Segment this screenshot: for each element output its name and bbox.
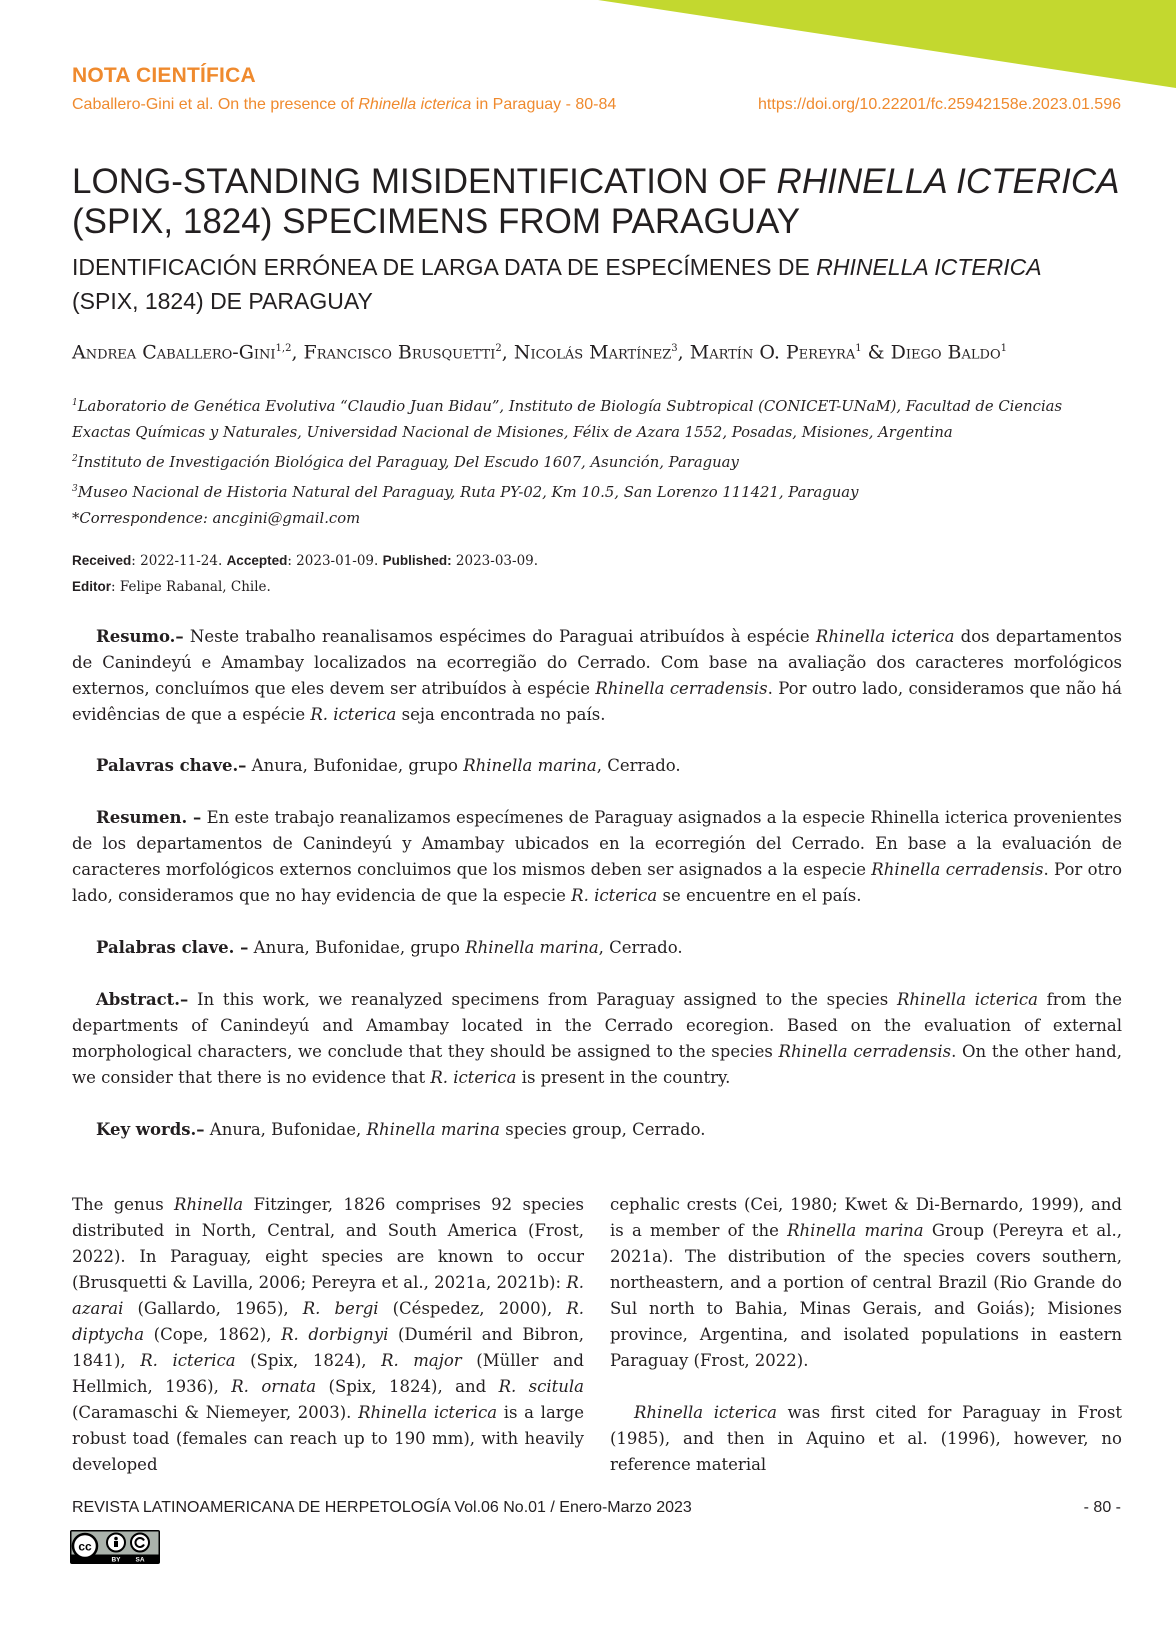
author-separator: , <box>291 341 304 364</box>
author-separator: & <box>861 341 891 364</box>
affiliation-text: Museo Nacional de Historia Natural del Paraguay, Ruta PY-02, Km 10.5, San Lorenzo 111421, Paraguay <box>77 483 859 501</box>
abstract-label: Abstract.– <box>96 990 189 1009</box>
body-paragraph <box>610 1400 1122 1478</box>
title-es-text-end: (SPIX, 1824) DE PARAGUAY <box>72 288 373 314</box>
title-es-text: IDENTIFICACIÓN ERRÓNEA DE LARGA DATA DE ESPECÍMENES DE <box>72 254 817 280</box>
resumo-text: dos departamentos de Canindeyú e Amambay localizados na ecorregião do Cerrado. Com base na avaliação dos caracteres morfológicos externos, concluímos que eles devem ser atribuídos à espécie <box>72 627 1122 698</box>
editor-label: Editor <box>72 579 111 594</box>
cc-license-badge[interactable] <box>70 1530 160 1564</box>
affiliation <box>72 476 1122 506</box>
species-name: R. diptycha <box>72 1299 584 1344</box>
body-text: The genus <box>72 1195 175 1214</box>
keywords-text: , Cerrado. <box>598 938 683 957</box>
article-title-spanish <box>72 250 1072 318</box>
affiliation-text: Laboratorio de Genética Evolutiva “Claudio Juan Bidau”, Instituto de Biología Subtropical (CONICET-UNaM), Facultad de Ciencias Exactas Químicas y Naturales, Universidad Nacional de Misiones, Félix de Azara 1552, Posadas, Misiones, Argentina <box>72 397 1063 441</box>
affiliation-number: 2 <box>72 453 78 464</box>
affiliation-number: 1 <box>72 398 78 408</box>
body-text: (Spix, 1824), <box>235 1351 382 1370</box>
resumen-text: En este trabajo reanalizamos especímenes de Paraguay asignados a la especie Rhinella icterica provenientes de los departamentos de Canindeyú y Amambay ubicados en la ecorregión del Cerrado. En base a la evaluación de caracteres morfológicos externos concluimos que los mismos deben ser asignados a la especie <box>72 808 1123 879</box>
body-column-left <box>72 1192 584 1478</box>
species-name: R. azarai <box>72 1273 584 1318</box>
author-separator: , <box>501 341 514 364</box>
dates-line <box>72 548 538 574</box>
body-text: (Müller and Hellmich, 1936), <box>72 1351 584 1396</box>
abstract-text: In this work, we reanalyzed specimens from Paraguay assigned to the species <box>188 990 897 1009</box>
body-text: cephalic crests (Cei, 1980; Kwet & Di-Bernardo, 1999), and is a member of the <box>610 1195 1122 1240</box>
running-head-species: Rhinella icterica <box>358 96 472 113</box>
species-name: Rhinella marina <box>465 938 599 957</box>
species-name: Rhinella icterica <box>815 627 955 646</box>
received-date: : 2022-11-24. <box>131 553 227 569</box>
species-name: R. bergi <box>302 1299 379 1318</box>
resumen-paragraph <box>72 805 1122 909</box>
affiliation-number: 3 <box>72 483 78 494</box>
running-head-pages: in Paraguay - 80-84 <box>471 96 617 113</box>
key-words <box>72 1117 1122 1143</box>
footer-journal-info: REVISTA LATINOAMERICANA DE HERPETOLOGÍA Vol.06 No.01 / Enero-Marzo 2023 <box>72 1499 692 1516</box>
cc-mark: cc <box>78 1539 92 1554</box>
affiliations <box>72 390 1122 532</box>
correspondence: *Correspondence: ancgini@gmail.com <box>72 509 361 527</box>
section-label: NOTA CIENTÍFICA <box>72 64 256 87</box>
body-text: (Cope, 1862), <box>144 1325 282 1344</box>
title-text: LONG-STANDING MISIDENTIFICATION OF <box>72 162 777 201</box>
author-affiliation-ref: 1 <box>1000 343 1007 354</box>
abstract-text: from the departments of Canindeyú and Amambay located in the Cerrado ecoregion. Based on the evaluation of external morphological characters, we conclude that they should be assigned to the species <box>72 990 1122 1061</box>
species-name: R. icterica <box>571 886 658 905</box>
article-title <box>72 162 1132 242</box>
body-paragraph <box>610 1192 1122 1374</box>
species-name: R. icterica <box>140 1351 236 1370</box>
author-affiliation-ref: 1 <box>855 343 862 354</box>
received-label: Received <box>72 553 132 568</box>
body-text: Group (Pereyra et al., 2021a). The distribution of the species covers southern, northeastern, and a portion of central Brazil (Rio Grande do Sul north to Bahia, Minas Gerais, and Goiás); Misiones province, Argentina, and isolated populations in eastern Paraguay (Frost, 2022). <box>610 1221 1123 1370</box>
author-affiliation-ref: 3 <box>671 343 678 354</box>
keywords-text: Anura, Bufonidae, grupo <box>248 938 466 957</box>
author-list <box>72 336 1122 365</box>
species-name: R. ornata <box>231 1377 317 1396</box>
species-name: Rhinella icterica <box>358 1403 498 1422</box>
running-head-text: Caballero-Gini et al. On the presence of <box>72 96 359 113</box>
author: Andrea Caballero-Gini <box>72 341 276 364</box>
share-alike-icon <box>131 1534 149 1552</box>
resumo-text: . Por outro lado, consideramos que não há evidências de que a espécie <box>72 679 1123 724</box>
by-label: BY <box>111 1556 121 1564</box>
resumen-text: . Por otro lado, consideramos que no hay evidencia de que la especie <box>72 860 1123 905</box>
body-text: (Gallardo, 1965), <box>123 1299 303 1318</box>
resumo-paragraph <box>72 624 1122 728</box>
keywords-text: , Cerrado. <box>596 756 681 775</box>
species-name: R. icterica <box>430 1068 517 1087</box>
body-text: (Caramaschi & Niemeyer, 2003). <box>72 1403 359 1422</box>
keywords-text: Anura, Bufonidae, <box>204 1120 367 1139</box>
editor-line <box>72 574 538 600</box>
resumo-label: Resumo.– <box>96 627 184 646</box>
sa-label: SA <box>135 1556 145 1564</box>
species-name: Rhinella <box>174 1195 244 1214</box>
publication-dates <box>72 548 538 600</box>
keywords-label: Key words.– <box>96 1120 205 1139</box>
species-name: R. major <box>381 1351 462 1370</box>
body-text: is a large robust toad (females can reach up to 190 mm), with heavily developed <box>72 1403 584 1474</box>
body-text: (Duméril and Bibron, 1841), <box>72 1325 584 1370</box>
palavras-label: Palavras chave.– <box>96 756 247 775</box>
palavras-chave <box>72 753 1122 779</box>
author-separator: , <box>677 341 690 364</box>
author: Francisco Brusquetti <box>303 341 496 364</box>
affiliation-text: Instituto de Investigación Biológica del Paraguay, Del Escudo 1607, Asunción, Paraguay <box>77 453 739 471</box>
author: Martín O. Pereyra <box>689 341 856 364</box>
title-species: RHINELLA ICTERICA <box>776 162 1120 201</box>
body-paragraph <box>72 1192 584 1478</box>
species-name: Rhinella marina <box>787 1221 924 1240</box>
editor-name: : Felipe Rabanal, Chile. <box>111 579 271 595</box>
page-number: - 80 - <box>1083 1499 1121 1516</box>
attribution-head <box>114 1537 118 1541</box>
author: Diego Baldo <box>890 341 1001 364</box>
palabras-label: Palabras clave. – <box>96 938 249 957</box>
species-name: Rhinella cerradensis <box>871 860 1044 879</box>
species-name: Rhinella marina <box>463 756 597 775</box>
published-label: Published: <box>382 553 452 568</box>
species-name: R. scitula <box>498 1377 584 1396</box>
author-affiliation-ref: 1,2 <box>275 343 292 354</box>
affiliation <box>72 390 1122 446</box>
resumen-label: Resumen. – <box>96 808 202 827</box>
title-es-species: RHINELLA ICTERICA <box>816 254 1042 280</box>
species-name: R. icterica <box>310 705 397 724</box>
species-name: Rhinella marina <box>366 1120 500 1139</box>
author: Nicolás Martínez <box>513 341 672 364</box>
species-name: R. dorbignyi <box>281 1325 389 1344</box>
species-name: Rhinella cerradensis <box>778 1042 952 1061</box>
published-date: 2023-03-09. <box>451 553 539 569</box>
accepted-date: : 2023-01-09. <box>287 553 383 569</box>
body-text: was first cited for Paraguay in Frost (1985), and then in Aquino et al. (1996), however, no reference material <box>610 1403 1122 1474</box>
abstract-paragraph <box>72 987 1122 1091</box>
species-name: Rhinella icterica <box>896 990 1038 1009</box>
resumo-text: Neste trabalho reanalisamos espécimes do Paraguai atribuídos à espécie <box>183 627 816 646</box>
title-text-end: (SPIX, 1824) SPECIMENS FROM PARAGUAY <box>72 202 801 241</box>
resumen-text: se encuentre en el país. <box>657 886 862 905</box>
body-text: Fitzinger, 1826 comprises 92 species distributed in North, Central, and South America (Frost, 2022). In Paraguay, eight species are known to occur (Brusquetti & Lavilla, 2006; Pereyra et al., 2021a, 2021b): <box>72 1195 584 1292</box>
species-name: Rhinella icterica <box>634 1403 777 1422</box>
keywords-text: Anura, Bufonidae, grupo <box>246 756 464 775</box>
accepted-label: Accepted <box>226 553 288 568</box>
body-text: (Spix, 1824), and <box>316 1377 499 1396</box>
palabras-clave <box>72 935 1122 961</box>
doi-link[interactable]: https://doi.org/10.22201/fc.25942158e.2023.01.596 <box>758 96 1121 113</box>
author-affiliation-ref: 2 <box>495 343 502 354</box>
body-text: (Céspedez, 2000), <box>378 1299 567 1318</box>
species-name: Rhinella cerradensis <box>595 679 768 698</box>
body-column-right <box>610 1192 1122 1478</box>
abstract-text: . On the other hand, we consider that there is no evidence that <box>72 1042 1122 1087</box>
resumo-text: seja encontrada no país. <box>396 705 606 724</box>
keywords-text: species group, Cerrado. <box>499 1120 706 1139</box>
affiliation <box>72 446 1122 476</box>
running-head <box>72 96 616 114</box>
abstract-text: is present in the country. <box>516 1068 731 1087</box>
attribution-body <box>114 1541 118 1547</box>
